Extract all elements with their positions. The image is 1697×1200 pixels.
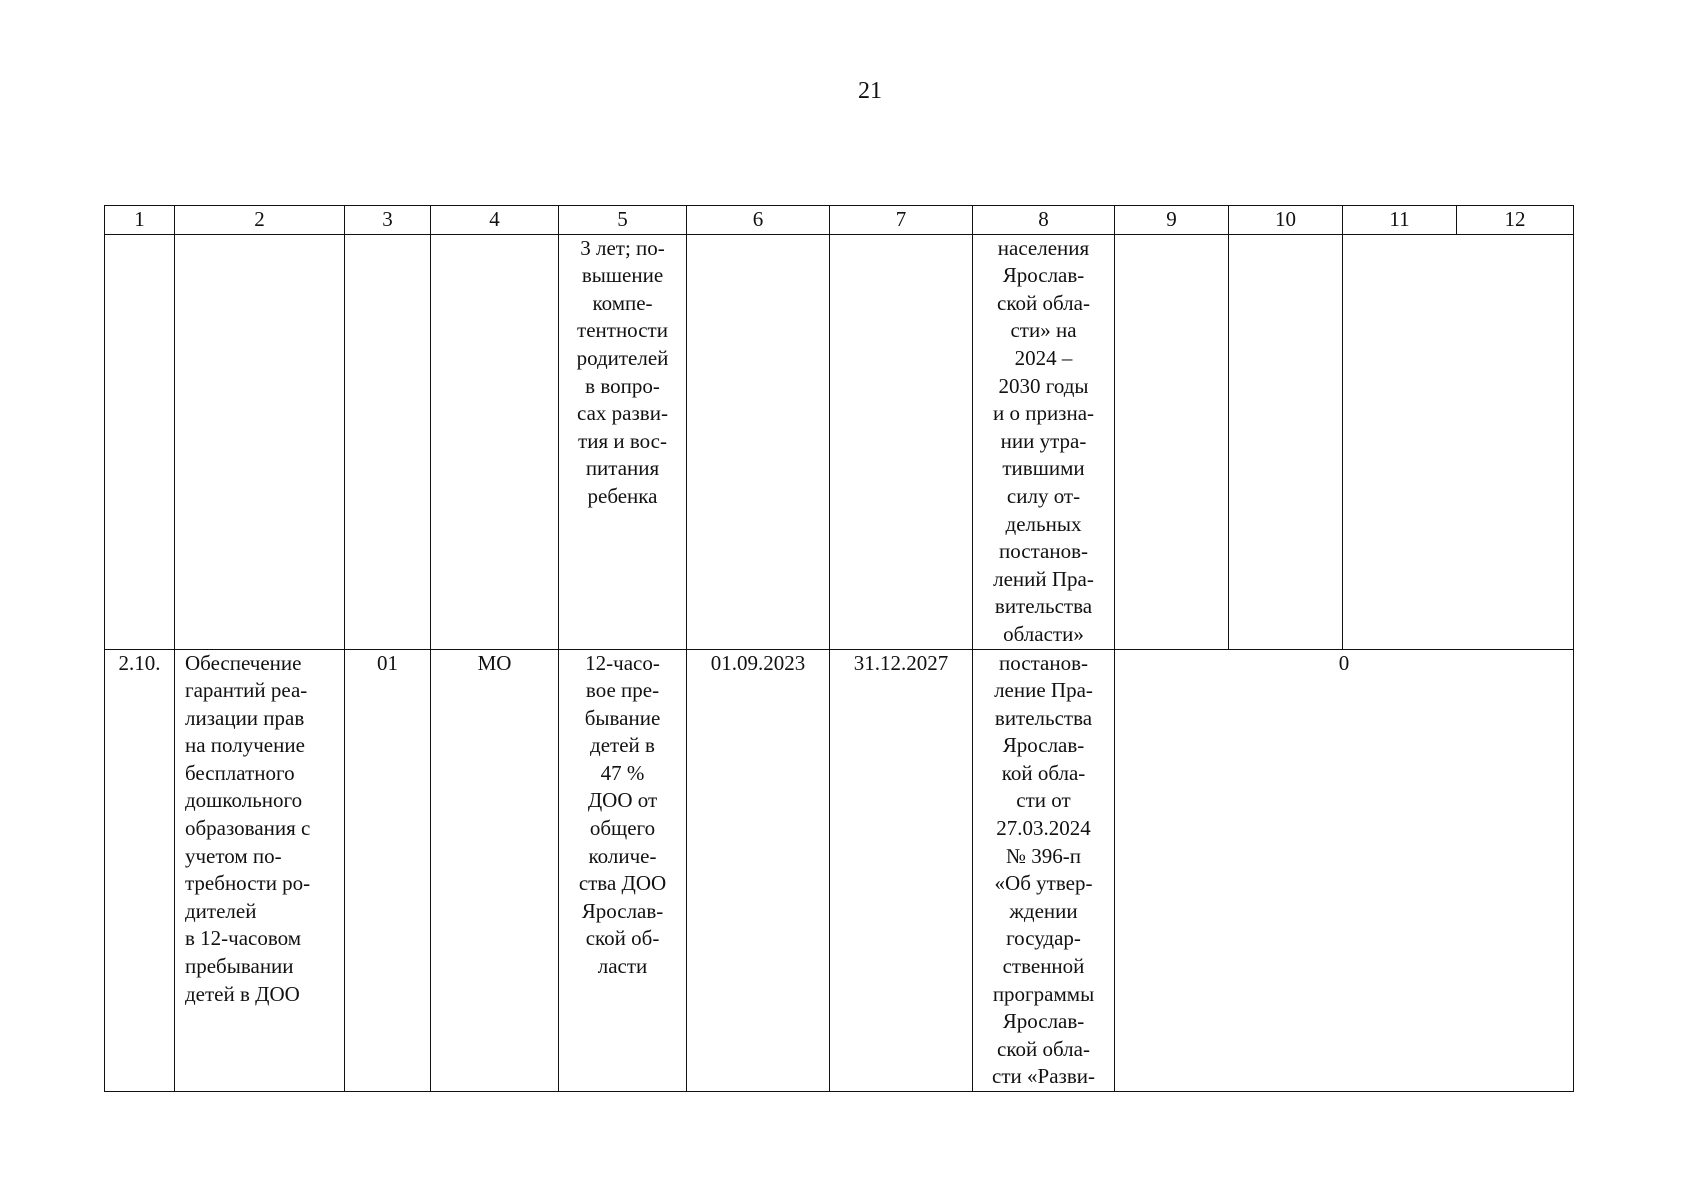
column-header-2: 2 bbox=[175, 206, 345, 235]
start-date: 01.09.2023 bbox=[687, 649, 830, 1092]
cell-empty bbox=[830, 234, 973, 649]
funding-cell: 0 bbox=[1115, 649, 1574, 1092]
legal-basis-cell: постанов- ление Пра- вительства Ярослав- кой обла- сти от 27.03.2024 № 396-п «Об утвер- ждении государ- ственной программы Ярослав- ской обла- сти «Разви- bbox=[973, 649, 1115, 1092]
program-activities-table bbox=[104, 205, 1574, 1092]
cell-empty bbox=[1115, 234, 1229, 649]
column-header-5: 5 bbox=[559, 206, 687, 235]
column-header-1: 1 bbox=[105, 206, 175, 235]
cell-empty bbox=[105, 234, 175, 649]
cell-empty bbox=[1343, 234, 1574, 649]
activity-name: Обеспечение гарантий реа- лизации прав на получение бесплатного дошкольного образования с учетом по- требности ро- дителей в 12-часовом пребывании детей в ДОО bbox=[175, 649, 345, 1092]
column-header-3: 3 bbox=[345, 206, 431, 235]
column-header-11: 11 bbox=[1343, 206, 1457, 235]
column-number-header-row bbox=[105, 206, 1574, 235]
cell-empty bbox=[1229, 234, 1343, 649]
cell-empty bbox=[687, 234, 830, 649]
column-header-8: 8 bbox=[973, 206, 1115, 235]
expected-result-cell: 12-часо- вое пре- бывание детей в 47 % ДОО от общего количе- ства ДОО Ярослав- ской об- ласти bbox=[559, 649, 687, 1092]
code-cell: 01 bbox=[345, 649, 431, 1092]
column-header-9: 9 bbox=[1115, 206, 1229, 235]
continuation-row bbox=[105, 234, 1574, 649]
continuation-legal-basis-cell: населения Ярослав- ской обла- сти» на 2024 – 2030 годы и о призна- нии утра- тившими силу от- дельных постанов- лений Пра- вительства области» bbox=[973, 234, 1115, 649]
table-row bbox=[105, 649, 1574, 1092]
end-date: 31.12.2027 bbox=[830, 649, 973, 1092]
cell-empty bbox=[175, 234, 345, 649]
continuation-result-cell: 3 лет; по- вышение компе- тентности родителей в вопро- сах разви- тия и вос- питания ребенка bbox=[559, 234, 687, 649]
column-header-7: 7 bbox=[830, 206, 973, 235]
row-number: 2.10. bbox=[105, 649, 175, 1092]
cell-empty bbox=[345, 234, 431, 649]
page-number: 21 bbox=[858, 78, 882, 104]
column-header-6: 6 bbox=[687, 206, 830, 235]
column-header-10: 10 bbox=[1229, 206, 1343, 235]
cell-empty bbox=[431, 234, 559, 649]
column-header-12: 12 bbox=[1457, 206, 1574, 235]
executor-cell: МО bbox=[431, 649, 559, 1092]
column-header-4: 4 bbox=[431, 206, 559, 235]
